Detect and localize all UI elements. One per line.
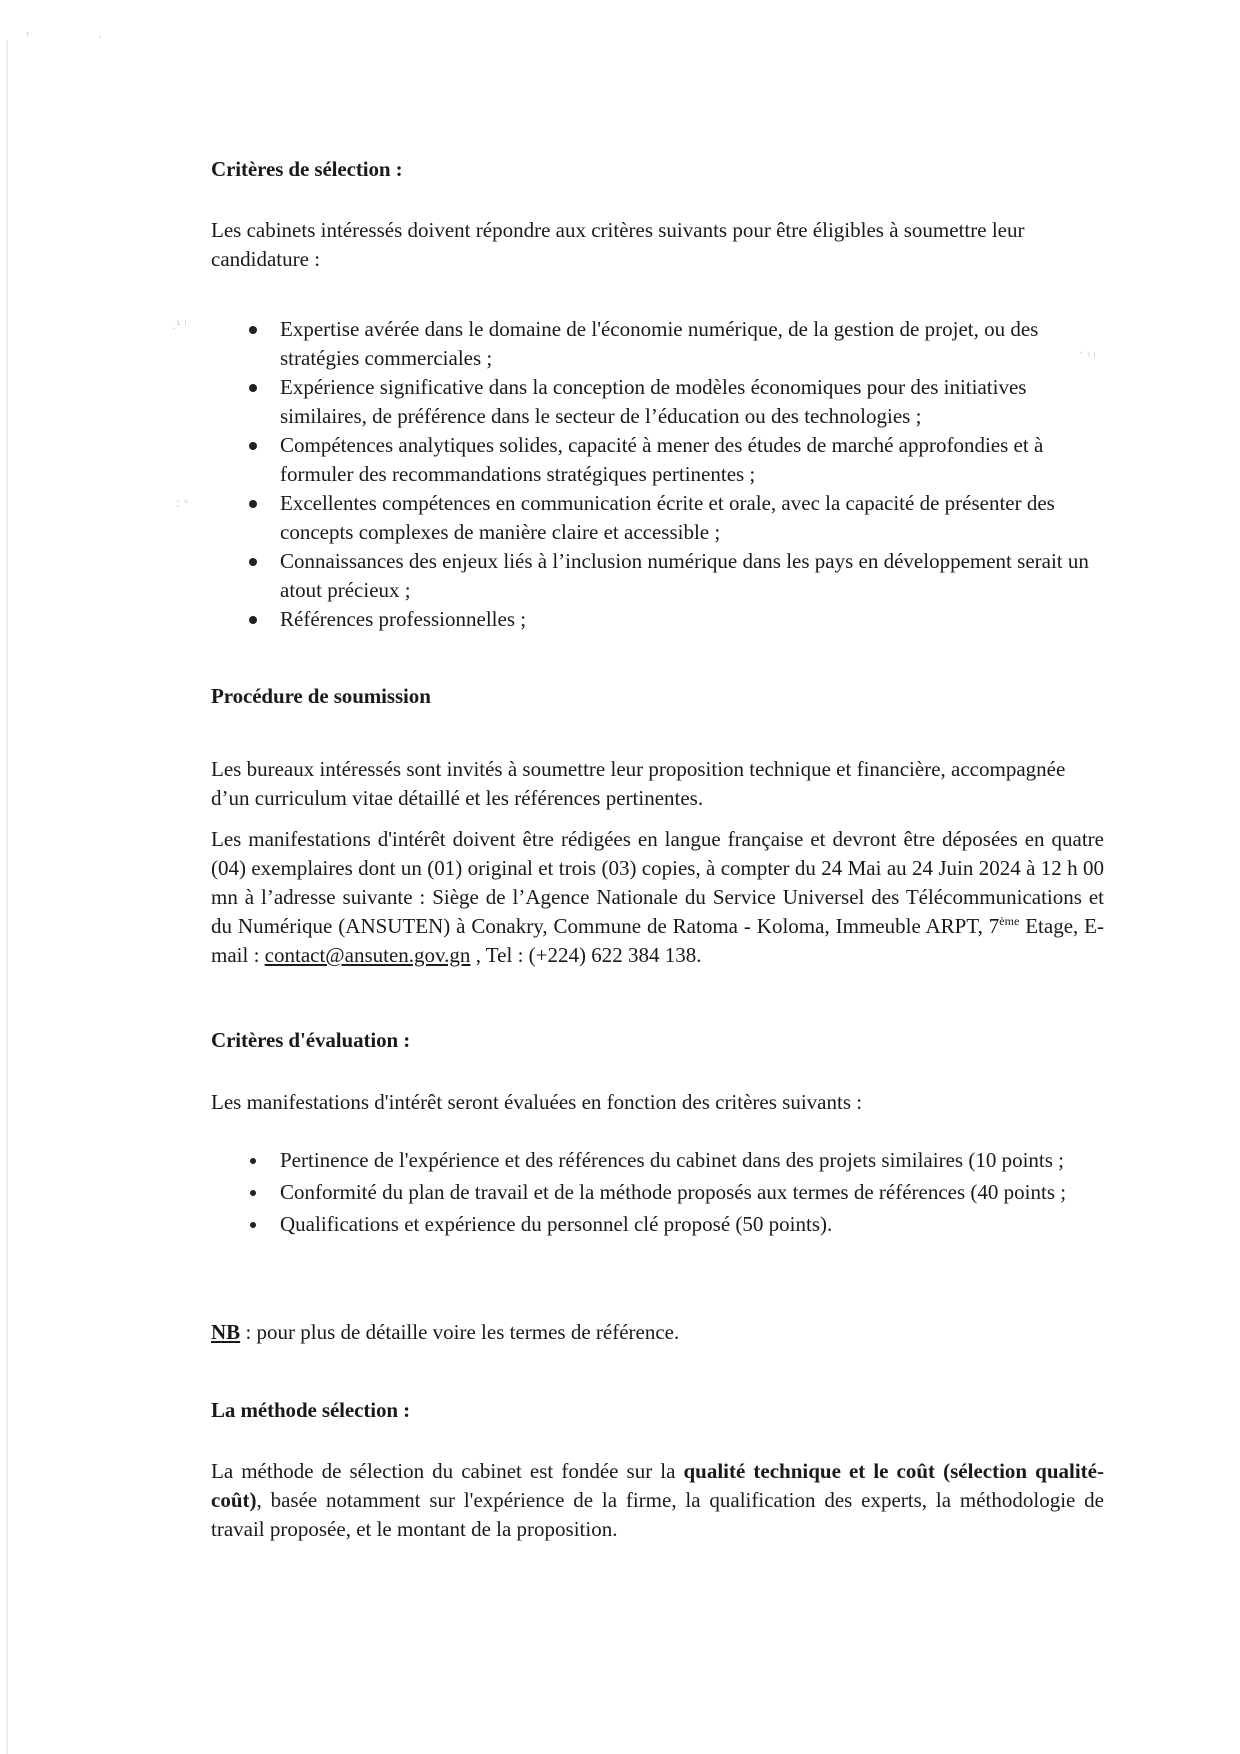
bullet-icon xyxy=(250,1158,256,1164)
evaluation-heading: Critères d'évaluation : xyxy=(211,1028,411,1052)
submission-paragraph-1: Les bureaux intéressés sont invités à soumettre leur proposition technique et financière, accompagnée d’un curriculum vitae détaillé et les références pertinentes. xyxy=(211,757,1066,810)
bullet-icon xyxy=(249,442,257,450)
nb-label: NB xyxy=(211,1320,241,1344)
list-item: Qualifications et expérience du personnel clé proposé (50 points). xyxy=(249,1210,1109,1239)
list-item: Expertise avérée dans le domaine de l'économie numérique, de la gestion de projet, ou des stratégies commerciales ; xyxy=(249,315,1104,373)
email-link[interactable]: contact@ansuten.gov.gn xyxy=(264,943,471,967)
bullet-icon xyxy=(250,1222,256,1228)
method-heading: La méthode sélection : xyxy=(211,1398,411,1422)
bullet-icon xyxy=(250,1190,256,1196)
evaluation-intro: Les manifestations d'intérêt seront évaluées en fonction des critères suivants : xyxy=(211,1090,863,1114)
bullet-icon xyxy=(249,558,257,566)
scan-speck: · xyxy=(98,30,102,44)
selection-criteria-heading: Critères de sélection : xyxy=(211,157,403,181)
nb-note: NB : pour plus de détaille voire les termes de référence. xyxy=(211,1320,680,1344)
list-item: Excellentes compétences en communication écrite et orale, avec la capacité de présenter des concepts complexes de manière claire et accessible ; xyxy=(249,489,1104,547)
scan-edge xyxy=(6,40,8,1754)
scan-speck: ˙ ˡ ˡ xyxy=(1078,350,1096,364)
list-item: Connaissances des enjeux liés à l’inclusion numérique dans les pays en développement serait un atout précieux ; xyxy=(249,547,1104,605)
bullet-icon xyxy=(249,616,257,624)
bullet-icon xyxy=(249,384,257,392)
bullet-icon xyxy=(249,500,257,508)
scan-speck: ' xyxy=(26,30,30,44)
list-item: Compétences analytiques solides, capacité à mener des études de marché approfondies et à formuler des recommandations stratégiques pertinentes ; xyxy=(249,431,1104,489)
list-item: Conformité du plan de travail et de la méthode proposés aux termes de références (40 points ; xyxy=(249,1178,1109,1207)
selection-criteria-list xyxy=(249,315,1104,634)
submission-heading: Procédure de soumission xyxy=(211,684,431,708)
list-item: Références professionnelles ; xyxy=(249,605,1104,634)
list-item: Expérience significative dans la conception de modèles économiques pour des initiatives similaires, de préférence dans le secteur de l’éducation ou des technologies ; xyxy=(249,373,1104,431)
submission-paragraph-2: Les manifestations d'intérêt doivent être rédigées en langue française et devront être déposées en quatre (04) exemplaires dont un (01) original et trois (03) copies, à compter du 24 Mai au 24 Juin 2024 à 12 h 00 mn à l’adresse suivante : Siège de l’Agence Nationale du Service Universel des Télécommunications et du Numérique (ANSUTEN) à Conakry, Commune de Ratoma - Koloma, Immeuble ARPT, 7ème Etage, E-mail : contact@ansuten.gov.gn , Tel : (+224) 622 384 138. xyxy=(211,827,1104,967)
evaluation-criteria-list xyxy=(249,1146,1109,1239)
method-paragraph: La méthode de sélection du cabinet est fondée sur la qualité technique et le coût (sélection qualité-coût), basée notamment sur l'expérience de la firme, la qualification des experts, la méthodologie de travail proposée, et le montant de la proposition. xyxy=(211,1459,1104,1541)
list-item: Pertinence de l'expérience et des références du cabinet dans des projets similaires (10 points ; xyxy=(249,1146,1109,1175)
scan-speck: .¹ ˡ xyxy=(172,318,187,332)
scan-speck: : ˢ xyxy=(176,496,189,510)
selection-criteria-intro: Les cabinets intéressés doivent répondre aux critères suivants pour être éligibles à soumettre leur candidature : xyxy=(211,218,1025,271)
bullet-icon xyxy=(249,326,257,334)
